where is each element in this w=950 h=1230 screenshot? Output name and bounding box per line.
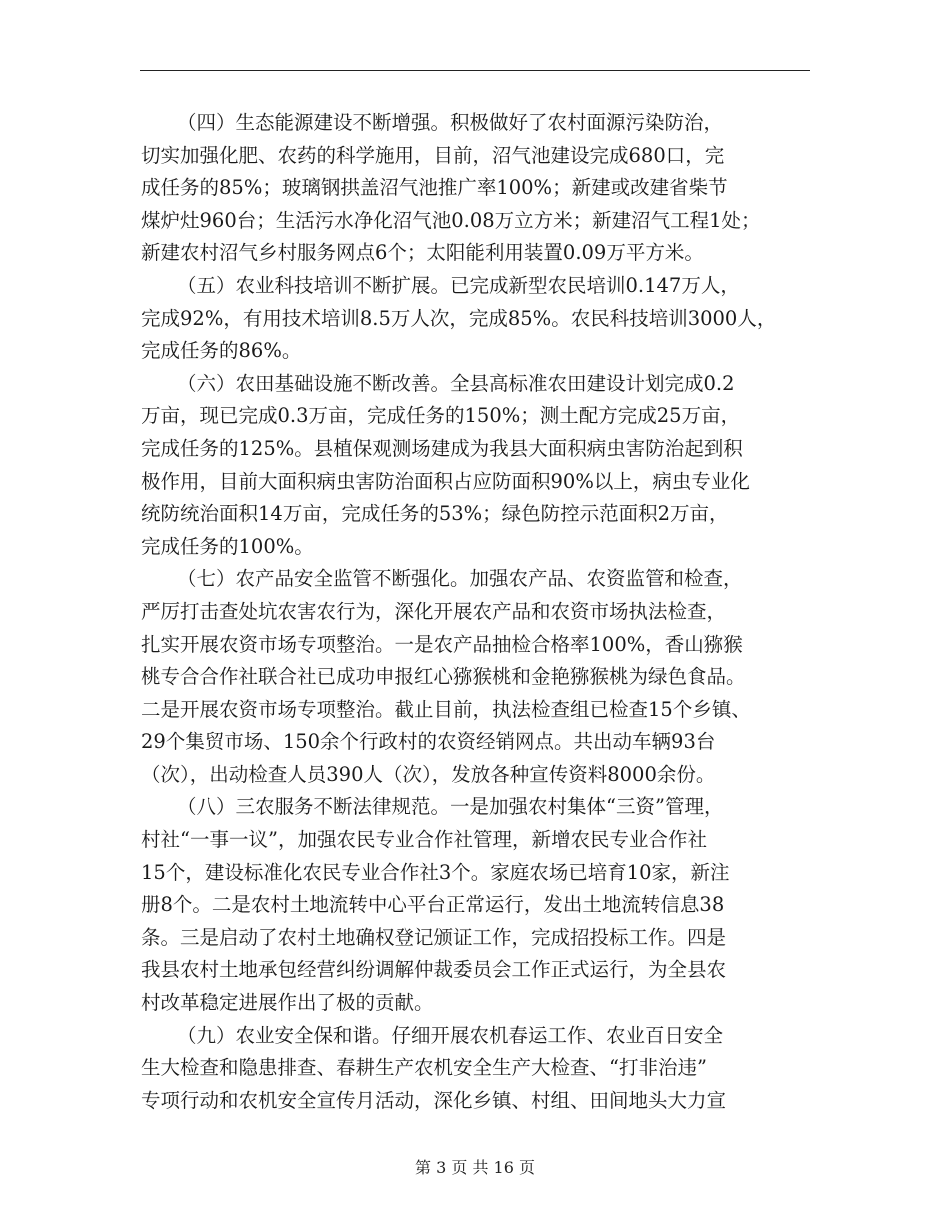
text-line: 15个，建设标准化农民专业合作社3个。家庭农场已培育10家，新注 bbox=[141, 860, 730, 884]
text-line: 完成任务的100%。 bbox=[141, 534, 314, 558]
text-line: 极作用，目前大面积病虫害防治面积占应防面积90%以上，病虫专业化 bbox=[141, 469, 750, 493]
text-line: （九）农业安全保和谐。仔细开展农机春运工作、农业百日安全 bbox=[177, 1023, 724, 1047]
text-line: 完成任务的125%。县植保观测场建成为我县大面积病虫害防治起到积 bbox=[141, 436, 743, 460]
text-line: 严厉打击查处坑农害农行为，深化开展农产品和农资市场执法检查， bbox=[141, 599, 727, 623]
text-line: 专项行动和农机安全宣传月活动，深化乡镇、村组、田间地头大力宣 bbox=[141, 1088, 727, 1112]
text-line: （七）农产品安全监管不断强化。加强农产品、农资监管和检查， bbox=[177, 567, 743, 591]
text-line: 万亩，现已完成0.3万亩，完成任务的150%；测土配方完成25万亩， bbox=[141, 404, 741, 428]
text-line: 桃专合合作社联合社已成功申报红心猕猴桃和金艳猕猴桃为绿色食品。 bbox=[141, 665, 746, 689]
text-line: 条。三是启动了农村土地确权登记颁证工作，完成招投标工作。四是 bbox=[141, 925, 727, 949]
text-line: 我县农村土地承包经营纠纷调解仲裁委员会工作正式运行，为全县农 bbox=[141, 958, 727, 982]
header-rule bbox=[140, 70, 810, 71]
text-line: 统防统治面积14万亩，完成任务的53%；绿色防控示范面积2万亩， bbox=[141, 502, 729, 526]
text-line: 生大检查和隐患排查、春耕生产农机安全生产大检查、“打非治违” bbox=[141, 1056, 707, 1080]
text-line: 册8个。二是农村土地流转中心平台正常运行，发出土地流转信息38 bbox=[141, 893, 725, 917]
text-line: 完成任务的86%。 bbox=[141, 339, 302, 363]
text-line: 切实加强化肥、农药的科学施用，目前，沼气池建设完成680口，完 bbox=[141, 143, 725, 167]
page-number-footer: 第 3 页 共 16 页 bbox=[415, 1158, 535, 1177]
text-line: （四）生态能源建设不断增强。积极做好了农村面源污染防治， bbox=[177, 111, 724, 134]
text-line: 扎实开展农资市场专项整治。一是农产品抽检合格率100%，香山猕猴 bbox=[141, 632, 743, 656]
text-line: 完成92%，有用技术培训8.5万人次，完成85%。农民科技培训3000人， bbox=[141, 306, 777, 330]
text-line: 29个集贸市场、150余个行政村的农资经销网点。共出动车辆93台 bbox=[141, 730, 716, 754]
text-line: 新建农村沼气乡村服务网点6个；太阳能利用装置0.09万平方米。 bbox=[141, 241, 704, 265]
text-line: （五）农业科技培训不断扩展。已完成新型农民培训0.147万人， bbox=[177, 273, 740, 297]
text-line: 二是开展农资市场专项整治。截止目前，执法检查组已检查15个乡镇、 bbox=[141, 697, 751, 721]
text-line: （次），出动检查人员390人（次），发放各种宣传资料8000余份。 bbox=[141, 762, 716, 786]
text-line: （六）农田基础设施不断改善。全县高标准农田建设计划完成0.2 bbox=[177, 371, 735, 395]
text-line: 村改革稳定进展作出了极的贡献。 bbox=[141, 991, 434, 1015]
text-line: 村社“一事一议”，加强农民专业合作社管理，新增农民专业合作社 bbox=[141, 828, 707, 852]
text-line: 成任务的85%；玻璃钢拱盖沼气池推广率100%；新建或改建省柴节 bbox=[141, 176, 728, 200]
body-text bbox=[141, 107, 810, 1117]
text-line: 煤炉灶960台；生活污水净化沼气池0.08万立方米；新建沼气工程1处； bbox=[141, 208, 761, 232]
text-line: （八）三农服务不断法律规范。一是加强农村集体“三资”管理， bbox=[177, 795, 724, 819]
